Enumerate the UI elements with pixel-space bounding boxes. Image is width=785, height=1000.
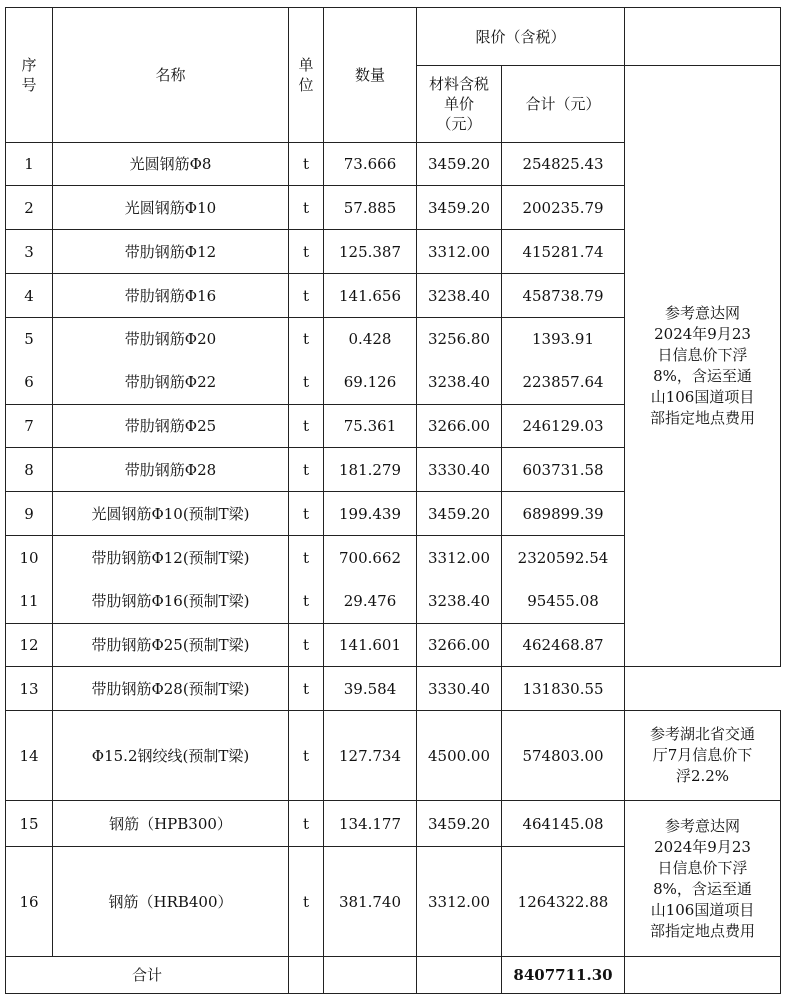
cell-name: 带肋钢筋Φ20 [53,318,289,361]
cell-index: 7 [6,405,53,448]
cell-index: 12 [6,624,53,667]
cell-subtotal: 464145.08 [502,801,625,847]
cell-quantity: 181.279 [324,448,417,492]
cell-unit-price: 3459.20 [417,492,502,536]
cell-quantity: 199.439 [324,492,417,536]
cell-unit-price: 3459.20 [417,801,502,847]
cell-name: 带肋钢筋Φ16(预制T梁) [53,580,289,624]
cell-name: 带肋钢筋Φ22 [53,361,289,405]
table-row [6,711,781,801]
cell-subtotal: 462468.87 [502,624,625,667]
cell-name: 带肋钢筋Φ25 [53,405,289,448]
cell-index: 8 [6,448,53,492]
cell-unit: t [289,847,324,957]
cell-unit: t [289,186,324,230]
cell-unit-price: 3238.40 [417,361,502,405]
cell-unit-price: 3238.40 [417,274,502,318]
cell-subtotal: 415281.74 [502,230,625,274]
cell-quantity: 127.734 [324,711,417,801]
header-name: 名称 [53,8,289,143]
cell-quantity: 125.387 [324,230,417,274]
cell-index: 14 [6,711,53,801]
cell-unit-price: 3330.40 [417,448,502,492]
cell-unit-price: 3459.20 [417,143,502,186]
cell-quantity: 700.662 [324,536,417,580]
cell-quantity: 69.126 [324,361,417,405]
cell-index: 5 [6,318,53,361]
cell-unit: t [289,492,324,536]
cell-name: 光圆钢筋Φ8 [53,143,289,186]
cell-name: 带肋钢筋Φ25(预制T梁) [53,624,289,667]
cell-index: 3 [6,230,53,274]
cell-quantity: 29.476 [324,580,417,624]
cell-unit: t [289,405,324,448]
cell-index: 16 [6,847,53,957]
total-empty-cell [289,957,324,994]
cell-name: 带肋钢筋Φ16 [53,274,289,318]
cell-name: Φ15.2钢绞线(预制T梁) [53,711,289,801]
cell-unit-price: 3238.40 [417,580,502,624]
cell-quantity: 57.885 [324,186,417,230]
cell-unit: t [289,230,324,274]
cell-index: 9 [6,492,53,536]
cell-index: 13 [6,667,53,711]
cell-unit: t [289,536,324,580]
cell-unit: t [289,667,324,711]
cell-unit-price: 3330.40 [417,667,502,711]
cell-quantity: 381.740 [324,847,417,957]
header-quantity: 数量 [324,8,417,143]
cell-unit-price: 3266.00 [417,624,502,667]
cell-index: 6 [6,361,53,405]
cell-subtotal: 689899.39 [502,492,625,536]
cell-name: 钢筋（HRB400） [53,847,289,957]
cell-index: 10 [6,536,53,580]
cell-name: 光圆钢筋Φ10(预制T梁) [53,492,289,536]
cell-quantity: 141.601 [324,624,417,667]
total-empty-cell [417,957,502,994]
cell-subtotal: 1264322.88 [502,847,625,957]
cell-quantity: 141.656 [324,274,417,318]
total-label: 合计 [6,957,289,994]
cell-index: 15 [6,801,53,847]
cell-subtotal: 223857.64 [502,361,625,405]
cell-subtotal: 458738.79 [502,274,625,318]
table-row [6,667,781,711]
cell-unit: t [289,711,324,801]
note-group-b: 参考湖北省交通厅7月信息价下浮2.2% [625,711,781,801]
header-limit-price: 限价（含税） [417,8,625,66]
cell-unit-price: 3312.00 [417,847,502,957]
header-unit: 单位 [289,8,324,143]
cell-subtotal: 574803.00 [502,711,625,801]
cell-unit: t [289,801,324,847]
cell-index: 2 [6,186,53,230]
cell-name: 带肋钢筋Φ12 [53,230,289,274]
cell-name: 带肋钢筋Φ28 [53,448,289,492]
cell-subtotal: 200235.79 [502,186,625,230]
cell-unit: t [289,274,324,318]
cell-quantity: 134.177 [324,801,417,847]
cell-subtotal: 95455.08 [502,580,625,624]
table-row [6,801,781,847]
cell-subtotal: 1393.91 [502,318,625,361]
header-index: 序号 [6,8,53,143]
cell-subtotal: 603731.58 [502,448,625,492]
total-note-blank [625,957,781,994]
cell-unit: t [289,143,324,186]
note-group-a: 参考意达网2024年9月23日信息价下浮8%，含运至通山106国道项目部指定地点费用 [625,66,781,667]
cell-unit: t [289,361,324,405]
cell-subtotal: 2320592.54 [502,536,625,580]
header-row-top [6,8,781,66]
cell-name: 钢筋（HPB300） [53,801,289,847]
cell-unit-price: 3459.20 [417,186,502,230]
cell-unit-price: 3266.00 [417,405,502,448]
cell-name: 带肋钢筋Φ12(预制T梁) [53,536,289,580]
cell-unit-price: 3256.80 [417,318,502,361]
cell-subtotal: 246129.03 [502,405,625,448]
cell-name: 带肋钢筋Φ28(预制T梁) [53,667,289,711]
header-note-blank [625,8,781,66]
total-empty-cell [324,957,417,994]
cell-subtotal: 254825.43 [502,143,625,186]
cell-quantity: 73.666 [324,143,417,186]
cell-quantity: 0.428 [324,318,417,361]
total-row [6,957,781,994]
cell-unit-price: 4500.00 [417,711,502,801]
note-group-c: 参考意达网2024年9月23日信息价下浮8%，含运至通山106国道项目部指定地点费用 [625,801,781,957]
cell-index: 1 [6,143,53,186]
cell-unit: t [289,580,324,624]
cell-name: 光圆钢筋Φ10 [53,186,289,230]
header-subtotal: 合计（元） [502,66,625,143]
header-unit-price: 材料含税单价（元） [417,66,502,143]
grand-total-value: 8407711.30 [502,957,625,994]
cell-index: 4 [6,274,53,318]
cell-unit-price: 3312.00 [417,536,502,580]
cell-unit-price: 3312.00 [417,230,502,274]
price-table [5,7,781,994]
cell-unit: t [289,448,324,492]
cell-unit: t [289,624,324,667]
cell-subtotal: 131830.55 [502,667,625,711]
cell-quantity: 39.584 [324,667,417,711]
cell-quantity: 75.361 [324,405,417,448]
cell-unit: t [289,318,324,361]
cell-index: 11 [6,580,53,624]
